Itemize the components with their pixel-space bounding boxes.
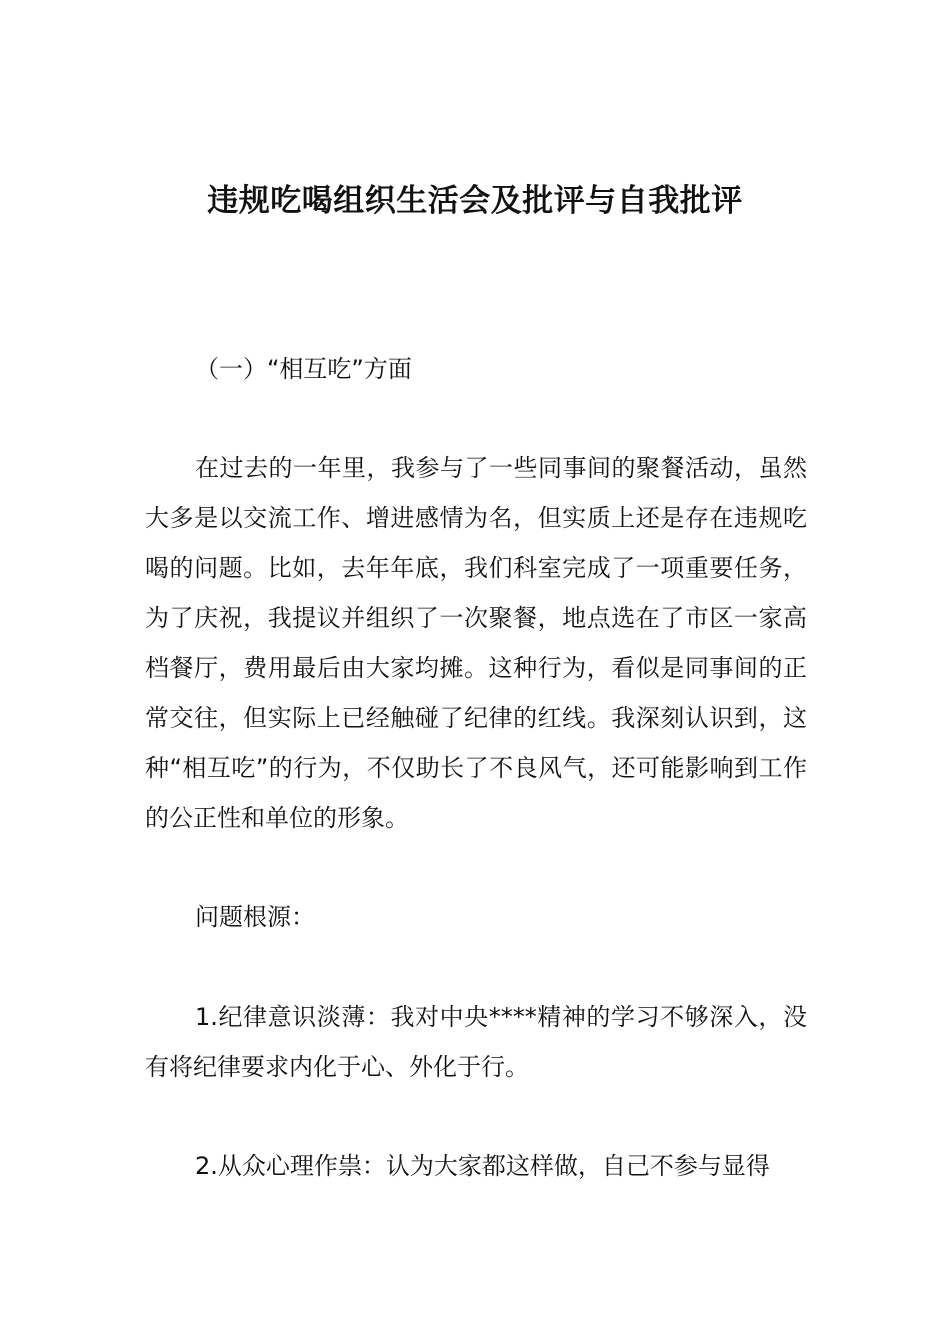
paragraph-1: 在过去的一年里，我参与了一些同事间的聚餐活动，虽然大多是以交流工作、增进感情为名，但实质上还是存在违规吃喝的问题。比如，去年年底，我们科室完成了一项重要任务，为了庆祝，我提议并组织了一次聚餐，地点选在了市区一家高档餐厅，费用最后由大家均摊。这种行为，看似是同事间的正常交往，但实际上已经触碰了纪律的红线。我深刻认识到，这种“相互吃”的行为，不仅助长了不良风气，还可能影响到工作的公正性和单位的形象。 [145,454,807,832]
point-1: 1.纪律意识淡薄：我对中央****精神的学习不够深入，没有将纪律要求内化于心、外化于行。 [145,1003,807,1081]
point-2: 2.从众心理作祟：认为大家都这样做，自己不参与显得 [195,1152,770,1180]
section-heading: （一）“相互吃”方面 [195,355,412,383]
root-cause-label: 问题根源： [195,903,315,931]
document-title: 违规吃喝组织生活会及批评与自我批评 [207,182,743,219]
